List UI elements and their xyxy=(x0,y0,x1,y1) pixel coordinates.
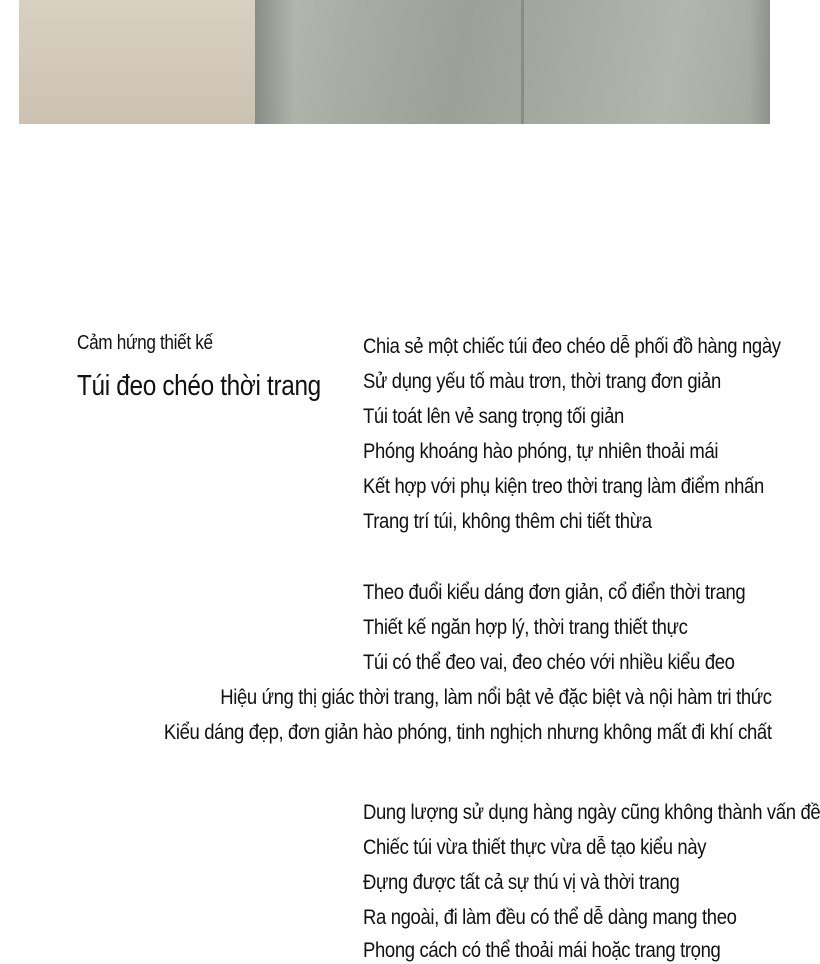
design-inspiration-label: Cảm hứng thiết kế xyxy=(77,332,213,354)
description-line: Trang trí túi, không thêm chi tiết thừa xyxy=(363,510,652,533)
description-line: Phong cách có thể thoải mái hoặc trang trọng xyxy=(363,939,721,962)
description-line: Chiếc túi vừa thiết thực vừa dễ tạo kiểu này xyxy=(363,836,707,859)
description-line: Kiểu dáng đẹp, đơn giản hào phóng, tinh nghịch nhưng không mất đi khí chất xyxy=(164,721,772,744)
description-line: Ra ngoài, đi làm đều có thể dễ dàng mang theo xyxy=(363,906,737,929)
description-line: Sử dụng yếu tố màu trơn, thời trang đơn giản xyxy=(363,370,721,393)
description-line: Hiệu ứng thị giác thời trang, làm nổi bật vẻ đặc biệt và nội hàm tri thức xyxy=(220,686,772,709)
description-line: Túi có thể đeo vai, đeo chéo với nhiều kiểu đeo xyxy=(363,651,735,674)
bag-body xyxy=(255,0,770,124)
description-line: Kết hợp với phụ kiện treo thời trang làm điểm nhấn xyxy=(363,475,764,498)
photo-background xyxy=(19,0,259,124)
product-title: Túi đeo chéo thời trang xyxy=(77,370,321,402)
description-line: Phóng khoáng hào phóng, tự nhiên thoải mái xyxy=(363,440,719,463)
description-line: Đựng được tất cả sự thú vị và thời trang xyxy=(363,871,680,894)
description-line: Chia sẻ một chiếc túi đeo chéo dễ phối đồ hàng ngày xyxy=(363,335,781,358)
description-line: Dung lượng sử dụng hàng ngày cũng không thành vấn đề xyxy=(363,801,820,824)
description-line: Theo đuổi kiểu dáng đơn giản, cổ điển thời trang xyxy=(363,581,746,604)
description-line: Thiết kế ngăn hợp lý, thời trang thiết thực xyxy=(363,616,688,639)
bag-shadow xyxy=(255,0,295,124)
description-line: Túi toát lên vẻ sang trọng tối giản xyxy=(363,405,624,428)
bag-seam xyxy=(521,0,524,124)
product-photo xyxy=(19,0,770,124)
bag-edge xyxy=(749,0,770,124)
